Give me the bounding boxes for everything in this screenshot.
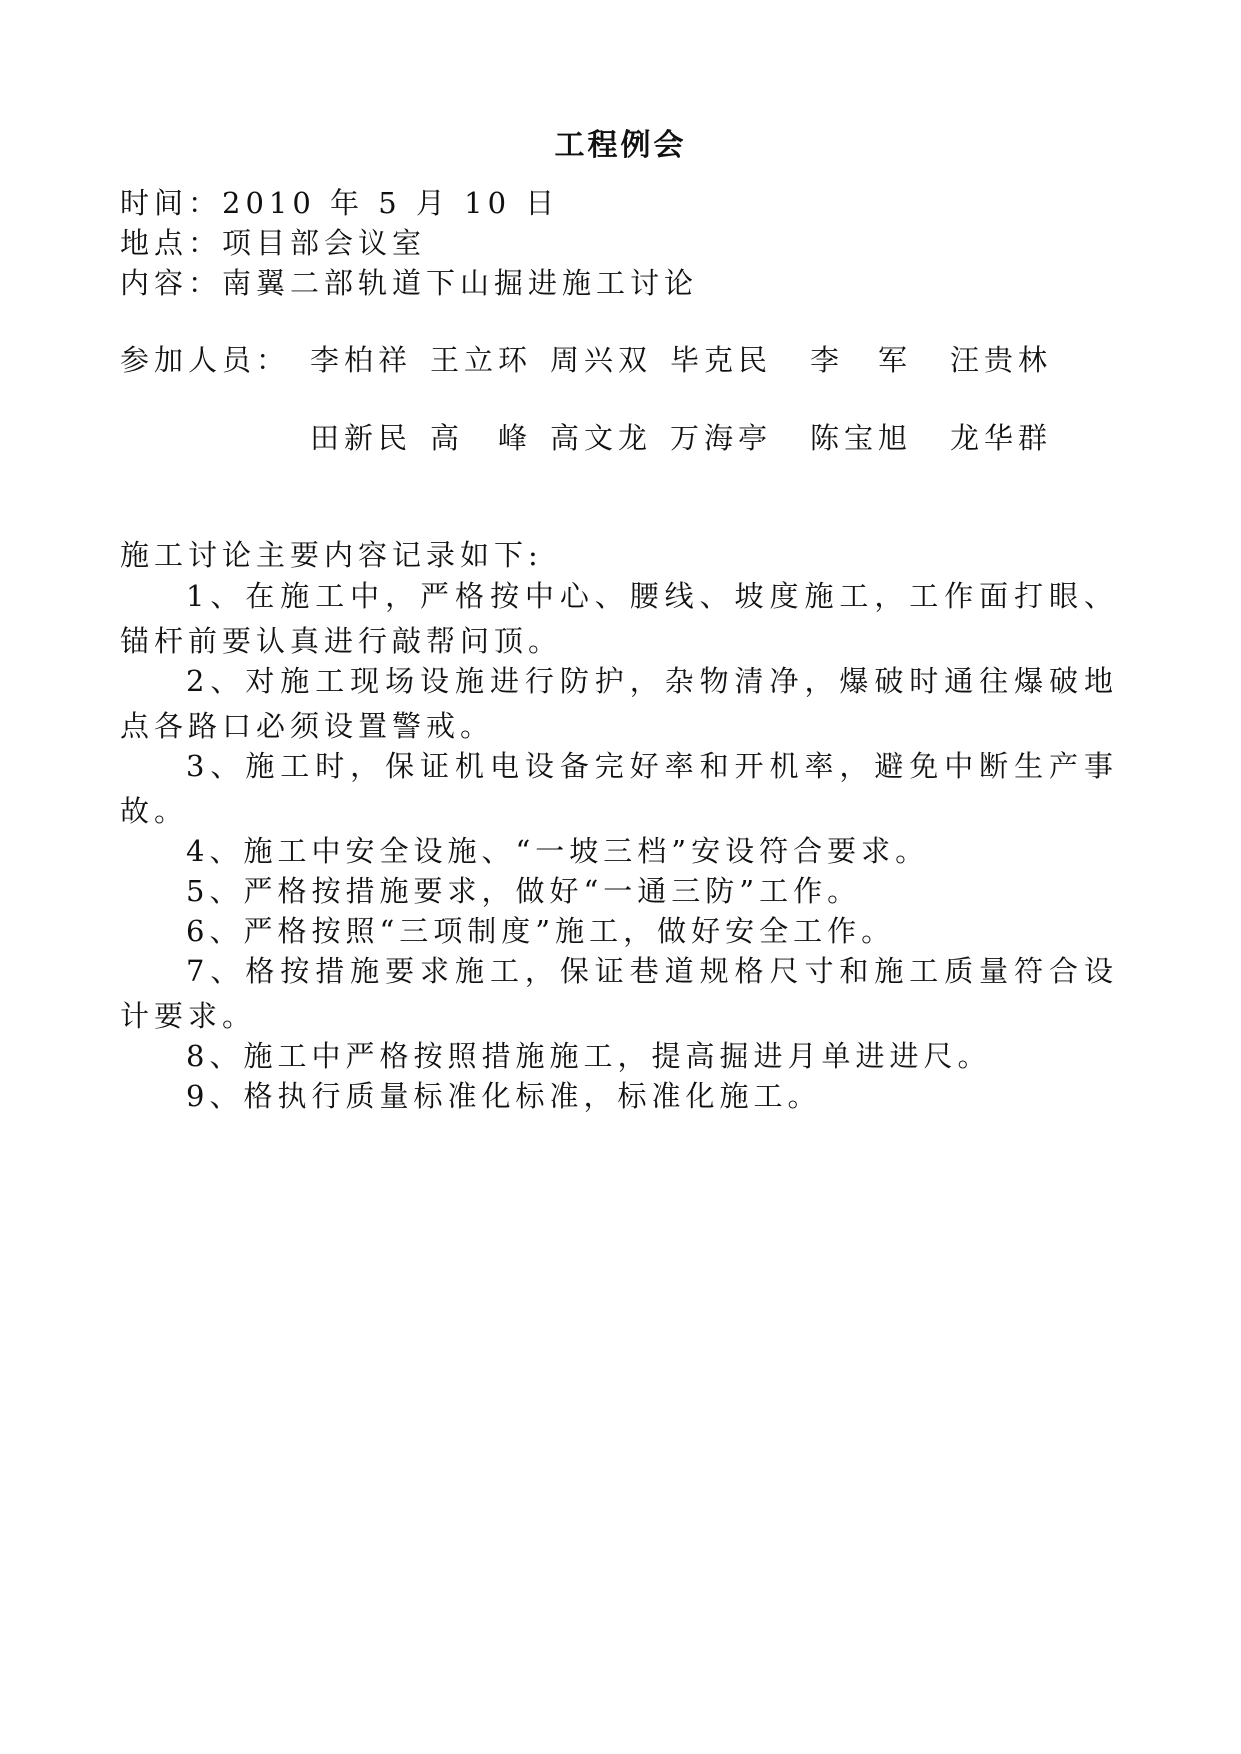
discussion-item: 1、在施工中，严格按中心、腰线、坡度施工，工作面打眼、锚杆前要认真进行敲帮问顶。 [120,579,1118,658]
attendee-name: 李 军 [810,343,913,377]
attendee-name: 周兴双 [550,343,653,377]
attendee-name: 高文龙 [550,421,653,455]
meeting-content: 内容：南翼二部轨道下山掘进施工讨论 [120,266,699,300]
meeting-time: 时间：2010 年 5 月 10 日 [120,186,560,220]
attendee-name: 李柏祥 [310,343,413,377]
attendees-row-1 [120,342,1053,378]
document-title: 工程例会 [554,128,687,163]
attendee-name: 陈宝旭 [810,421,913,455]
discussion-item: 6、严格按照“三项制度”施工，做好安全工作。 [186,914,896,948]
attendee-name: 汪贵林 [950,343,1053,377]
attendee-name: 龙华群 [950,421,1053,455]
attendee-name: 高 峰 [430,421,533,455]
discussion-item: 7、格按措施要求施工，保证巷道规格尺寸和施工质量符合设计要求。 [120,954,1118,1033]
attendee-name: 毕克民 [670,343,773,377]
attendees-label: 参加人员： [120,343,291,377]
discussion-item: 9、格执行质量标准化标准，标准化施工。 [186,1079,822,1113]
discussion-item: 3、施工时，保证机电设备完好率和开机率，避免中断生产事故。 [120,749,1118,828]
discussion-item: 4、施工中安全设施、“一坡三档”安设符合要求。 [186,834,930,868]
discussion-item: 8、施工中严格按照措施施工，提高掘进月单进进尺。 [186,1039,992,1073]
attendee-name: 田新民 [310,421,413,455]
discussion-heading: 施工讨论主要内容记录如下: [120,538,543,572]
discussion-item: 2、对施工现场设施进行防护，杂物清净，爆破时通往爆破地点各路口必须设置警戒。 [120,664,1118,743]
meeting-place: 地点：项目部会议室 [120,226,427,260]
attendee-name: 王立环 [430,343,533,377]
attendee-name: 万海亭 [670,421,773,455]
discussion-item: 5、严格按措施要求，做好“一通三防”工作。 [186,874,862,908]
